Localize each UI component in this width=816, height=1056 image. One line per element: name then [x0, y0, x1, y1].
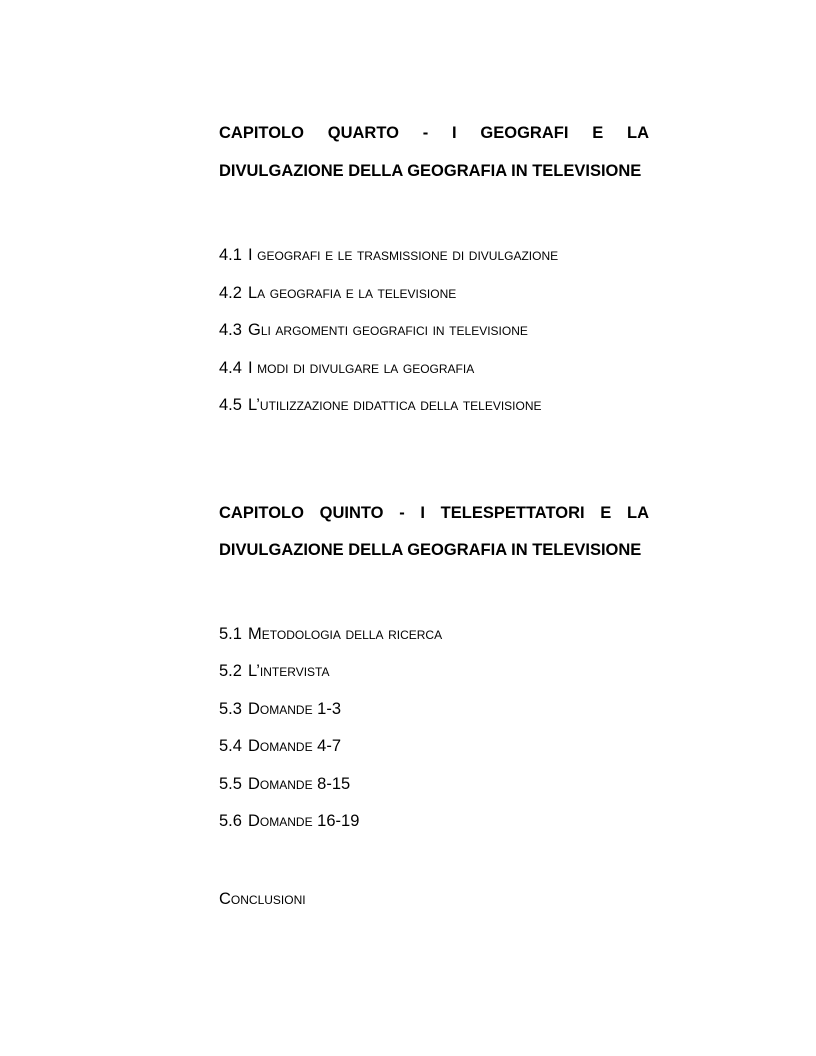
toc-item-title: La geografia e la televisione: [248, 283, 457, 302]
toc-item-number: 4.1: [219, 246, 242, 264]
chapter-4-heading-line-2: DIVULGAZIONE DELLA GEOGRAFIA IN TELEVISIONE: [219, 161, 642, 180]
toc-item-4-5: [219, 387, 649, 425]
toc-item-title: I modi di divulgare la geografia: [248, 358, 475, 377]
toc-item-5-6: [219, 803, 649, 841]
toc-item-number: 4.2: [219, 283, 242, 302]
chapter-4-heading-line-1: CAPITOLO QUARTO - I GEOGRAFI E LA: [219, 124, 649, 142]
toc-item-5-1: [219, 616, 649, 654]
chapter-5-heading: [219, 495, 649, 570]
toc-item-title: Domande 1-3: [248, 699, 342, 718]
document-page-content: [219, 0, 649, 918]
toc-item-5-5: [219, 766, 649, 804]
toc-item-5-2: [219, 653, 649, 691]
toc-item-number: 4.4: [219, 358, 242, 377]
chapter-4-heading: [219, 115, 649, 190]
toc-item-number: 5.1: [219, 624, 242, 643]
toc-item-title: Domande 16-19: [248, 812, 360, 830]
chapter-5-toc-list: [219, 616, 649, 841]
toc-item-number: 5.3: [219, 699, 242, 718]
toc-item-number: 5.4: [219, 737, 242, 755]
toc-item-title: Domande 8-15: [248, 774, 351, 793]
toc-item-title: Gli argomenti geografici in televisione: [248, 321, 528, 339]
chapter-5-heading-line-2: DIVULGAZIONE DELLA GEOGRAFIA IN TELEVISIONE: [219, 541, 642, 559]
toc-item-number: 5.2: [219, 662, 242, 680]
chapter-5-heading-line-1: CAPITOLO QUINTO - I TELESPETTATORI E LA: [219, 503, 649, 522]
toc-item-number: 4.3: [219, 321, 242, 339]
toc-item-5-3: [219, 691, 649, 729]
toc-item-4-2: [219, 275, 649, 313]
chapter-5-section: [219, 495, 649, 841]
toc-item-5-4: [219, 728, 649, 766]
chapter-4-section: [219, 115, 649, 425]
toc-item-title: L’intervista: [248, 662, 330, 680]
toc-item-title: Metodologia della ricerca: [248, 624, 443, 643]
toc-item-4-4: [219, 350, 649, 388]
toc-item-4-3: [219, 312, 649, 350]
toc-item-4-1: [219, 237, 649, 275]
toc-item-title: I geografi e le trasmissione di divulgazione: [248, 246, 559, 264]
chapter-4-toc-list: [219, 237, 649, 425]
toc-item-title: Domande 4-7: [248, 737, 342, 755]
toc-item-number: 4.5: [219, 396, 242, 414]
toc-item-number: 5.6: [219, 812, 242, 830]
toc-item-number: 5.5: [219, 774, 242, 793]
conclusions-heading: Conclusioni: [219, 889, 306, 908]
toc-item-title: L’utilizzazione didattica della televisione: [248, 396, 542, 414]
